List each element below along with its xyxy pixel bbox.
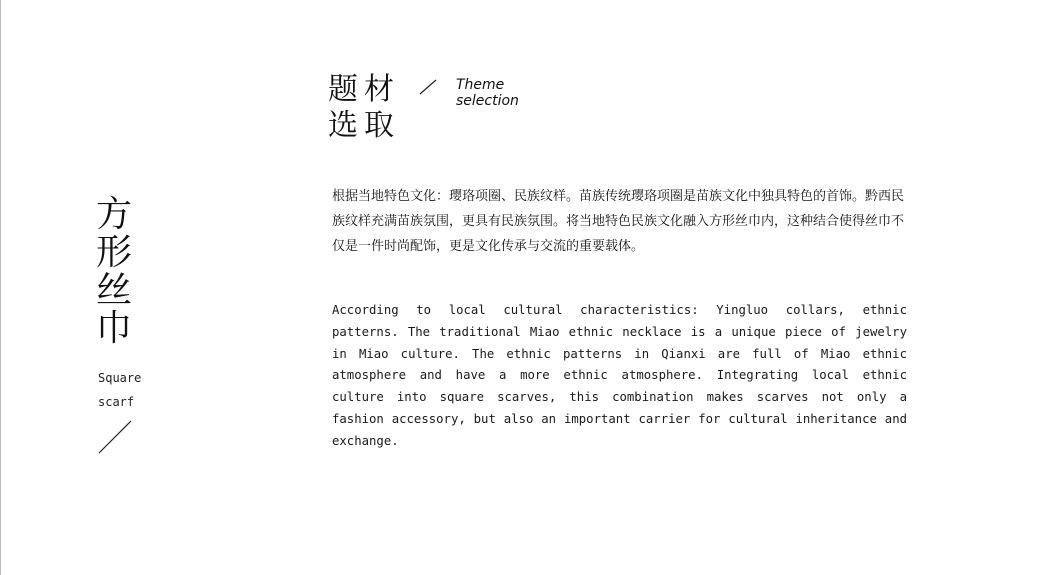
vertical-title-char: 形	[95, 232, 132, 273]
slash-divider-icon	[98, 420, 132, 454]
vertical-title-char: 丝	[95, 270, 132, 311]
vertical-title-char: 方	[95, 194, 132, 235]
section-title-cn-line: 题材	[328, 72, 400, 107]
section-title-cn-line: 选取	[328, 108, 400, 143]
header-slash-icon	[419, 79, 437, 95]
vertical-subtitle	[98, 366, 141, 414]
section-title-cn	[328, 72, 400, 144]
subtitle-line: Square	[98, 371, 142, 385]
vertical-title-char: 巾	[95, 308, 132, 349]
page-left-border	[0, 0, 1, 575]
paragraph-chinese: 根据当地特色文化：璎珞项圈、民族纹样。苗族传统璎珞项圈是苗族文化中独具特色的首饰。黔西民族纹样充满苗族氛围，更具有民族氛围。将当地特色民族文化融入方形丝巾内，这种结合使得丝巾不仅是一件时尚配饰，更是文化传承与交流的重要载体。	[332, 189, 905, 254]
vertical-title	[94, 196, 134, 348]
section-title-en-line: selection	[456, 93, 519, 109]
section-title-en-line: Theme	[456, 77, 505, 93]
paragraph-english: According to local cultural characteristics: Yingluo collars, ethnic patterns. The traditional Miao ethnic necklace is a unique piece of jewelry in Miao culture. The ethnic patterns in Qianxi are full of Miao ethnic atmosphere and have a more ethnic atmosphere. Integrating local ethnic culture into square scarves, this combination makes scarves not only a fashion accessory, but also an important carrier for cultural inheritance and exchange.	[332, 303, 907, 448]
subtitle-line: scarf	[98, 395, 135, 409]
section-title-en	[456, 77, 519, 109]
